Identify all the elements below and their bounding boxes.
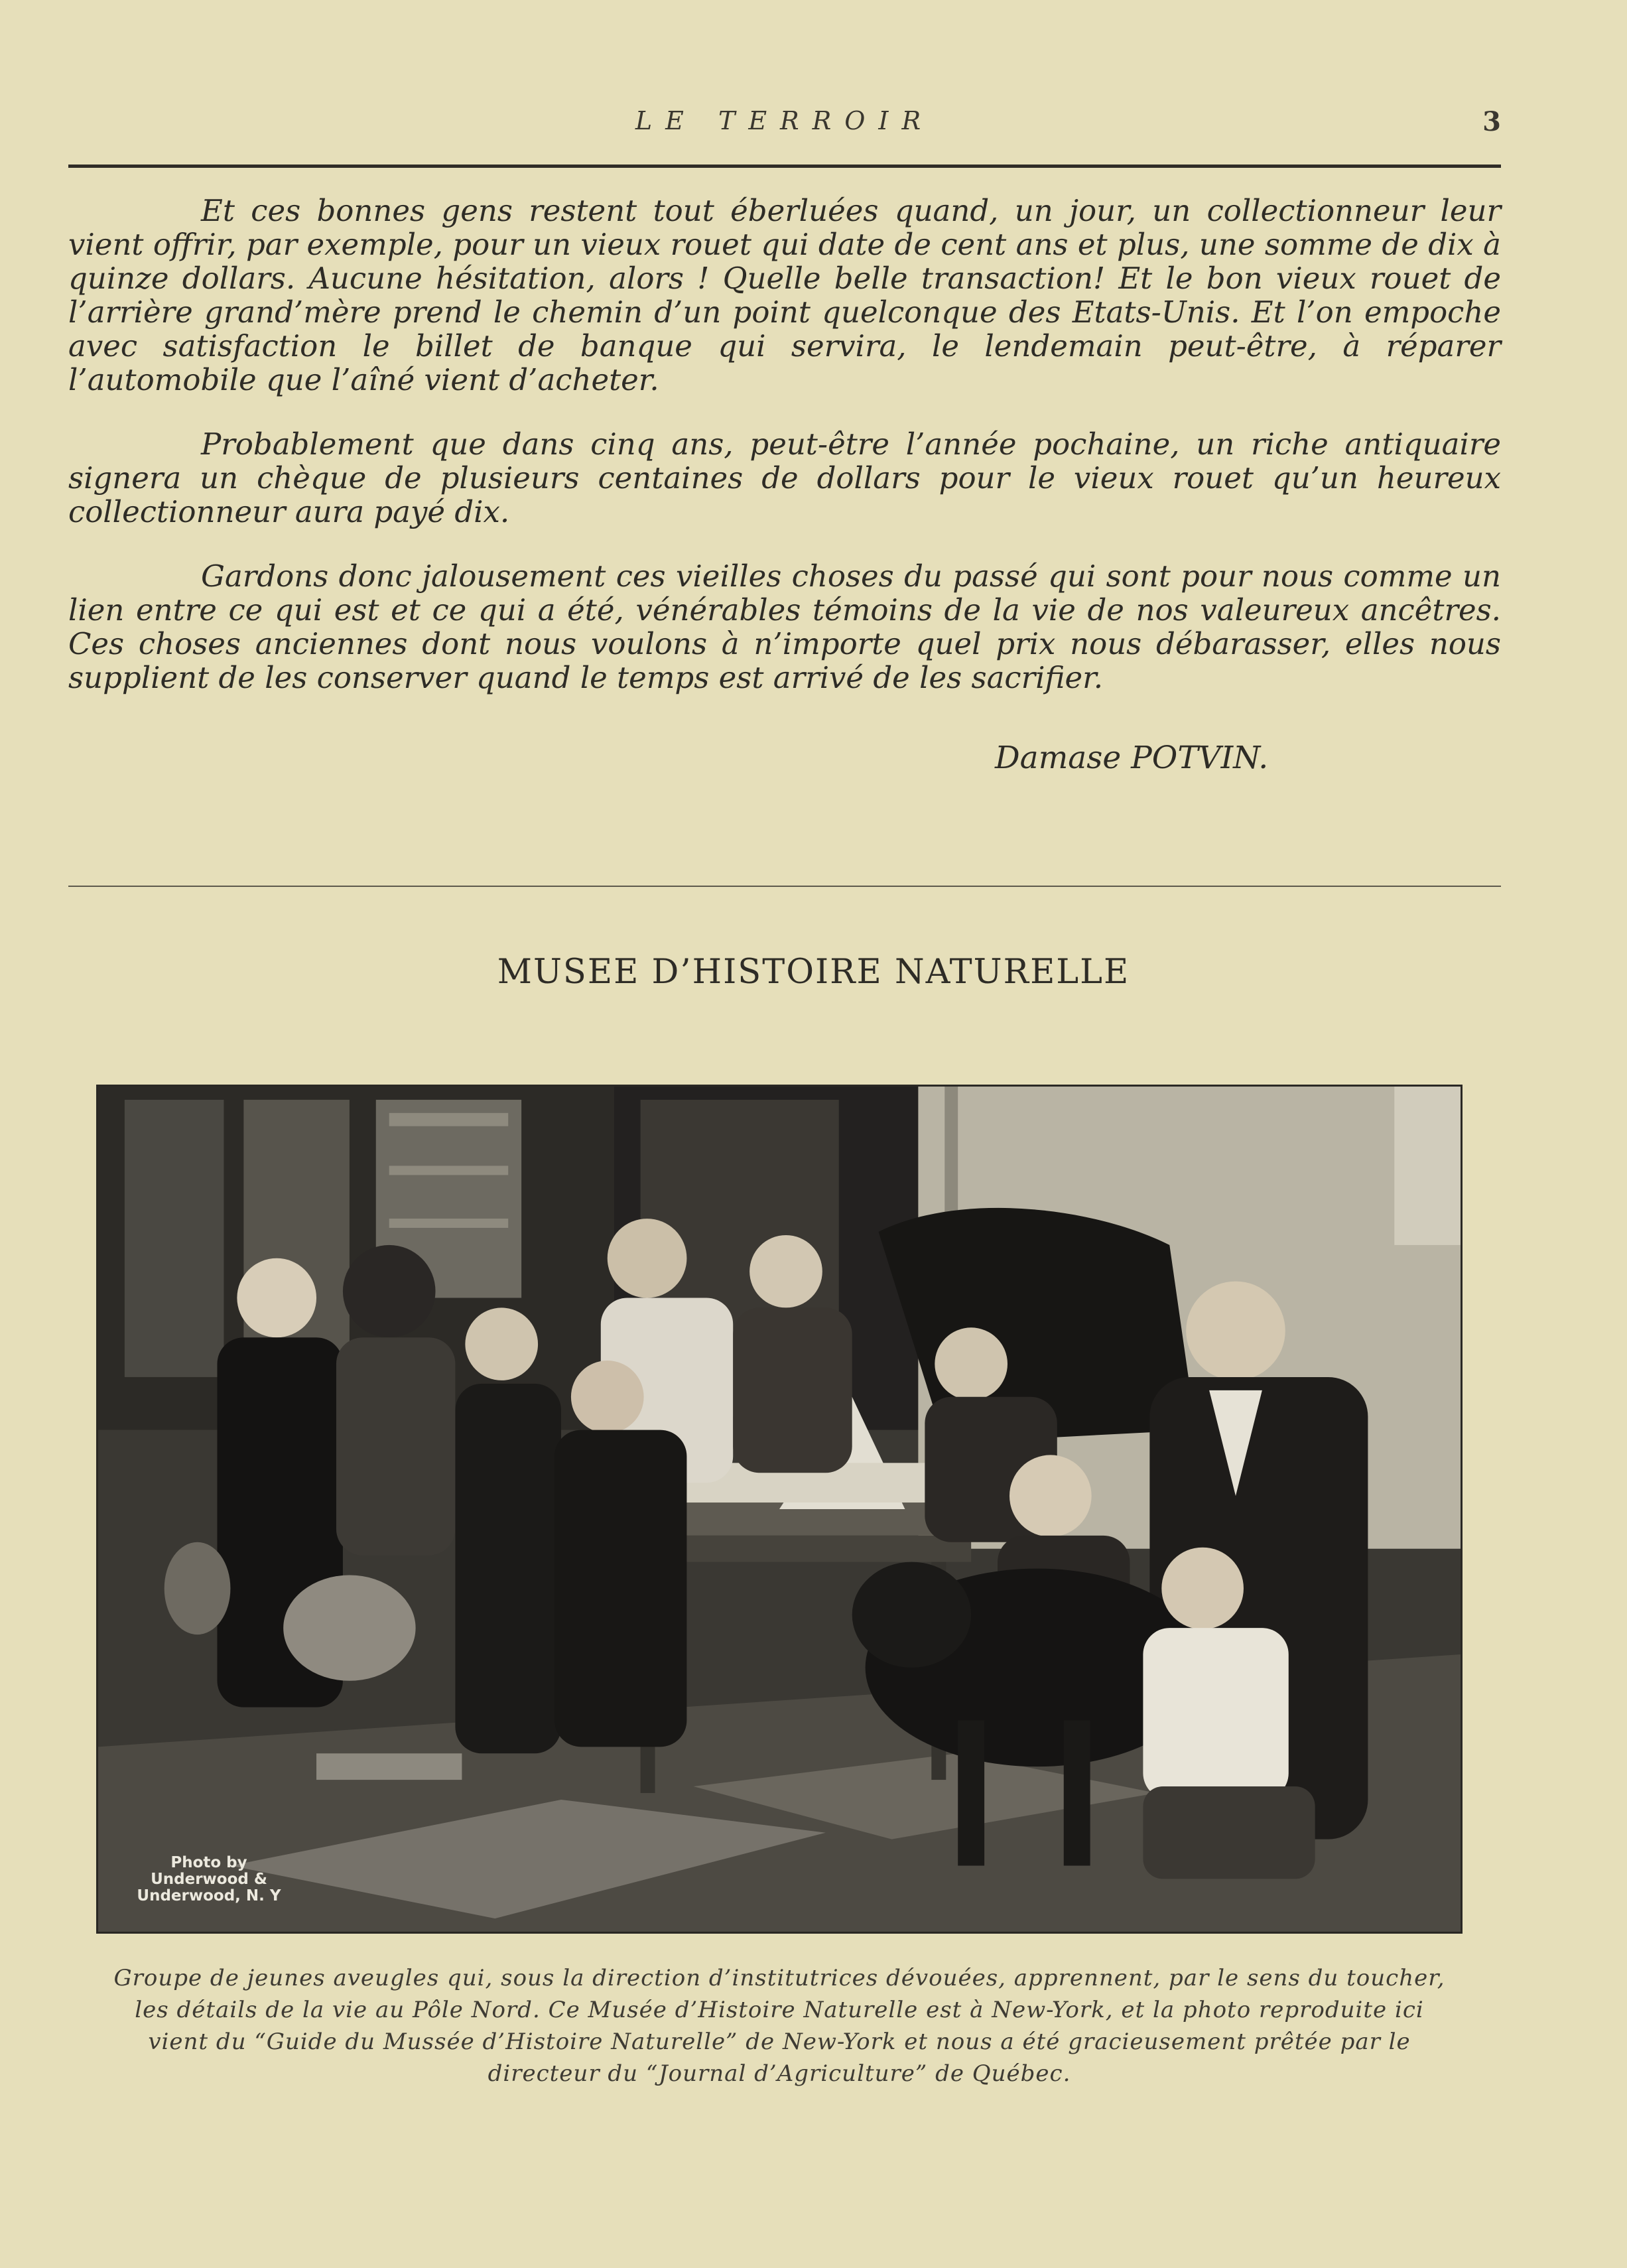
section-title: MUSEE D’HISTOIRE NATURELLE xyxy=(497,953,1130,992)
page-number: 3 xyxy=(1482,106,1501,137)
paragraph: Probablement que dans cinq ans, peut-être l’année pochaine, un riche antiquaire signera un chèque de plusieurs centaines de dollars pour le vieux rouet qu’un heureux collectionneur aura payé dix. xyxy=(68,427,1501,529)
running-title: LE TERROIR xyxy=(635,106,935,135)
photo-illustration xyxy=(98,1087,1461,1932)
paragraph: Et ces bonnes gens restent tout éberluées quand, un jour, un collectionneur leur vient offrir, par exemple, pour un vieux rouet qui date de cent ans et plus, une somme de dix à quinze dollars. Aucune hésitation, alors ! Quelle belle transaction! Et le bon vieux rouet de l’arrière grand’mère prend le chemin d’un point quelconque des Etats-Unis. Et l’on empoche avec satisfaction le billet de banque qui servira, le lendemain peut-être, à réparer l’automobile que l’aîné vient d’acheter. xyxy=(68,193,1501,397)
museum-photograph xyxy=(96,1085,1463,1934)
author-signature: Damase POTVIN. xyxy=(995,740,1269,776)
paragraph: Gardons donc jalousement ces vieilles choses du passé qui sont pour nous comme un lien entre ce qui est et ce qui a été, vénérables témoins de la vie de nos valeureux ancêtres. Ces choses anciennes dont nous voulons à n’importe quel prix nous débarasser, elles nous supplient de les conserver quand le temps est arrivé de les sacrifier. xyxy=(68,559,1501,695)
running-header xyxy=(68,106,1501,146)
photo-caption: Groupe de jeunes aveugles qui, sous la direction d’institutrices dévouées, apprennent, par le sens du toucher, les détails de la vie au Pôle Nord. Ce Musée d’Histoire Naturelle est à New-York, et la photo reproduite ici vient du “Guide du Mussée d’Histoire Naturelle” de New-York et nous a été gracieusement prêtée par le directeur du “Journal d’Agriculture” de Québec. xyxy=(113,1965,1445,2087)
section-divider xyxy=(68,886,1501,887)
header-rule xyxy=(68,165,1501,168)
photo-credit: Photo by Underwood & Underwood, N. Y xyxy=(137,1854,281,1904)
article-body xyxy=(68,194,1501,725)
